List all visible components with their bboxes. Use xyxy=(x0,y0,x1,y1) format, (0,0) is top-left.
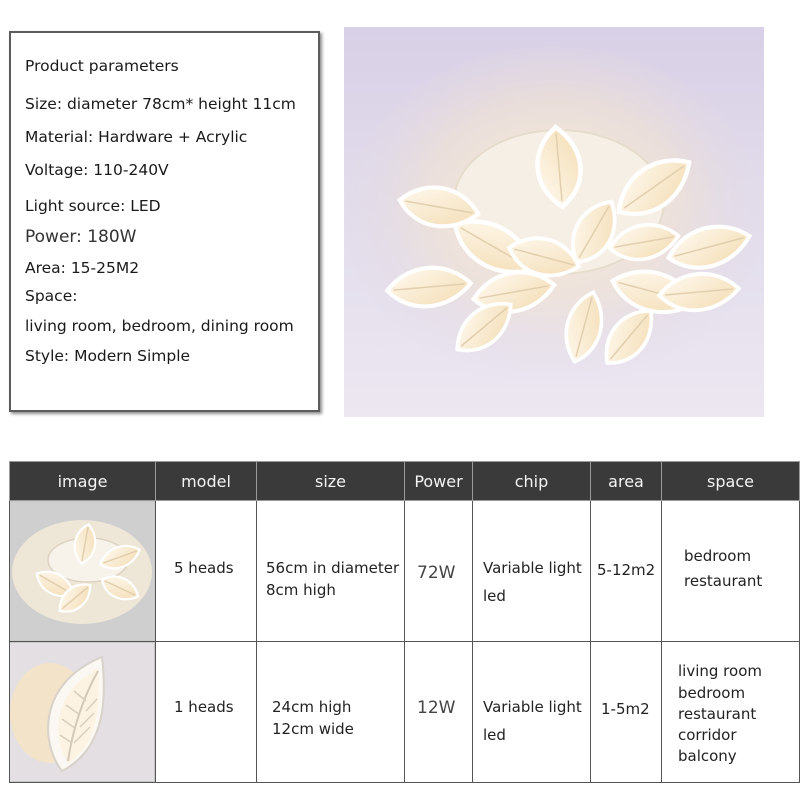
row1-chip-line2: led xyxy=(483,587,506,605)
row2-size-line1: 24cm high xyxy=(272,698,352,716)
param-light-source: Light source: LED xyxy=(25,197,161,215)
header-size: size xyxy=(257,462,405,501)
table-row xyxy=(10,642,800,783)
single-leaf-wall-lamp-photo-icon xyxy=(10,642,156,783)
row2-space-4: corridor xyxy=(678,726,737,744)
header-power: Power xyxy=(405,462,473,501)
leaf-chandelier-photo-icon xyxy=(344,27,764,417)
row1-chip-line1: Variable light xyxy=(483,559,582,577)
row1-power-cell xyxy=(405,501,473,642)
row1-space-cell xyxy=(662,501,800,642)
row2-size-cell xyxy=(257,642,405,783)
chandelier-illustration xyxy=(344,27,764,417)
product-parameters-box xyxy=(9,31,320,412)
row2-chip-line1: Variable light xyxy=(483,698,582,716)
header-space: space xyxy=(662,462,800,501)
table-row xyxy=(10,501,800,642)
param-material: Material: Hardware + Acrylic xyxy=(25,128,248,146)
row1-model-cell xyxy=(156,501,257,642)
row2-space-2: bedroom xyxy=(678,684,746,702)
spec-table xyxy=(9,461,800,783)
row1-area-cell xyxy=(591,501,662,642)
row2-area-cell xyxy=(591,642,662,783)
row1-power: 72W xyxy=(417,563,456,583)
param-style: Style: Modern Simple xyxy=(25,347,191,365)
row2-chip-line2: led xyxy=(483,726,506,744)
row1-space-2: restaurant xyxy=(684,572,763,590)
row2-space-3: restaurant xyxy=(678,705,757,723)
header-model: model xyxy=(156,462,257,501)
table-header-row xyxy=(10,462,800,501)
five-head-lamp-illustration xyxy=(10,502,154,640)
row1-size-cell xyxy=(257,501,405,642)
header-chip: chip xyxy=(473,462,591,501)
param-space-label: Space: xyxy=(25,287,78,305)
row1-size-line2: 8cm high xyxy=(266,581,336,599)
row2-chip-cell xyxy=(473,642,591,783)
header-image: image xyxy=(10,462,156,501)
param-voltage: Voltage: 110-240V xyxy=(25,161,169,179)
row1-chip-cell xyxy=(473,501,591,642)
params-heading: Product parameters xyxy=(25,57,179,75)
param-size: Size: diameter 78cm* height 11cm xyxy=(25,95,296,113)
single-leaf-lamp-illustration xyxy=(10,643,154,781)
five-head-leaf-lamp-photo-icon xyxy=(10,501,156,642)
row2-model-cell xyxy=(156,642,257,783)
row2-model: 1 heads xyxy=(174,698,234,716)
row2-power: 12W xyxy=(417,698,456,718)
row1-space-1: bedroom xyxy=(684,547,752,565)
row2-size-line2: 12cm wide xyxy=(272,720,354,738)
header-area: area xyxy=(591,462,662,501)
row2-power-cell xyxy=(405,642,473,783)
row2-space-5: balcony xyxy=(678,747,737,765)
row1-size-line1: 56cm in diameter xyxy=(266,559,400,577)
param-area: Area: 15-25M2 xyxy=(25,259,140,277)
row2-space-1: living room xyxy=(678,662,762,680)
param-power: Power: 180W xyxy=(25,227,137,247)
row2-space-cell xyxy=(662,642,800,783)
row1-model: 5 heads xyxy=(174,559,234,577)
param-space-value: living room, bedroom, dining room xyxy=(25,317,294,335)
row2-area: 1-5m2 xyxy=(601,700,650,718)
row1-area: 5-12m2 xyxy=(597,561,656,579)
